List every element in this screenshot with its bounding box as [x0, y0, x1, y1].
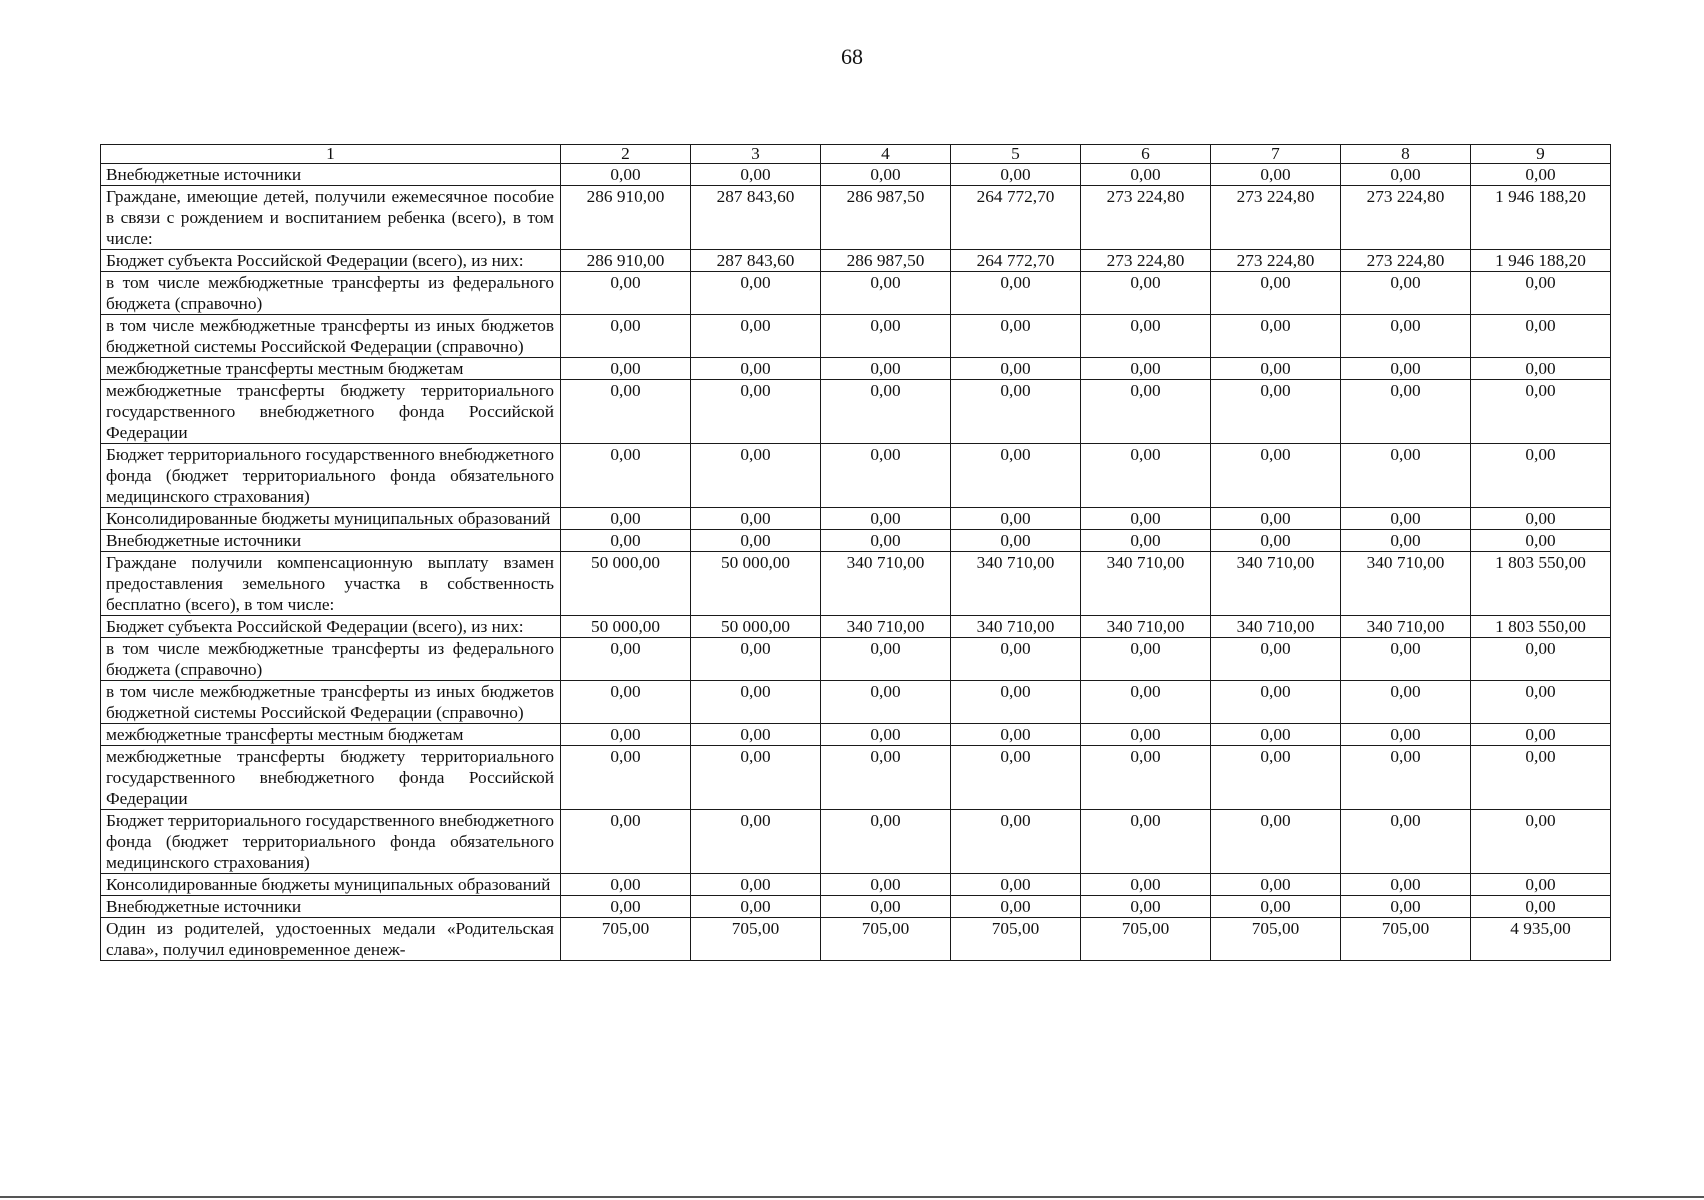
value-cell: 0,00 [1211, 444, 1341, 508]
row-label: Бюджет субъекта Российской Федерации (всего), из них: [101, 250, 561, 272]
value-cell: 0,00 [1471, 724, 1611, 746]
value-cell: 0,00 [1341, 746, 1471, 810]
value-cell: 0,00 [1081, 874, 1211, 896]
value-cell: 0,00 [691, 810, 821, 874]
table-row [101, 810, 1611, 874]
value-cell: 50 000,00 [561, 616, 691, 638]
value-cell: 0,00 [691, 874, 821, 896]
value-cell: 0,00 [1341, 896, 1471, 918]
value-cell: 0,00 [1081, 681, 1211, 724]
value-cell: 0,00 [1341, 444, 1471, 508]
value-cell: 340 710,00 [951, 616, 1081, 638]
table-row [101, 508, 1611, 530]
value-cell: 0,00 [1081, 315, 1211, 358]
column-number: 8 [1341, 145, 1471, 164]
row-label: межбюджетные трансферты бюджету территориального государственного внебюджетного фонда Российской Федерации [101, 380, 561, 444]
table-row [101, 896, 1611, 918]
value-cell: 0,00 [691, 530, 821, 552]
row-label: Внебюджетные источники [101, 530, 561, 552]
value-cell: 0,00 [561, 638, 691, 681]
value-cell: 286 910,00 [561, 186, 691, 250]
value-cell: 0,00 [1471, 272, 1611, 315]
value-cell: 0,00 [1211, 896, 1341, 918]
value-cell: 0,00 [1471, 530, 1611, 552]
column-number: 2 [561, 145, 691, 164]
value-cell: 0,00 [951, 444, 1081, 508]
value-cell: 0,00 [1341, 810, 1471, 874]
value-cell: 0,00 [951, 272, 1081, 315]
value-cell: 0,00 [1341, 272, 1471, 315]
value-cell: 0,00 [1081, 444, 1211, 508]
value-cell: 340 710,00 [951, 552, 1081, 616]
value-cell: 0,00 [821, 874, 951, 896]
value-cell: 0,00 [1211, 272, 1341, 315]
value-cell: 0,00 [951, 164, 1081, 186]
value-cell: 0,00 [1471, 444, 1611, 508]
value-cell: 340 710,00 [821, 552, 951, 616]
value-cell: 0,00 [1341, 638, 1471, 681]
value-cell: 340 710,00 [1211, 616, 1341, 638]
table-row [101, 250, 1611, 272]
value-cell: 705,00 [1211, 918, 1341, 961]
value-cell: 705,00 [951, 918, 1081, 961]
table-row [101, 380, 1611, 444]
value-cell: 340 710,00 [1211, 552, 1341, 616]
value-cell: 0,00 [1471, 746, 1611, 810]
value-cell: 0,00 [821, 380, 951, 444]
value-cell: 0,00 [1471, 358, 1611, 380]
value-cell: 340 710,00 [1081, 552, 1211, 616]
value-cell: 0,00 [561, 810, 691, 874]
value-cell: 340 710,00 [1341, 616, 1471, 638]
value-cell: 0,00 [691, 444, 821, 508]
value-cell: 0,00 [1211, 681, 1341, 724]
row-label: Бюджет территориального государственного внебюджетного фонда (бюджет территориального фонда обязательного медицинского страхования) [101, 810, 561, 874]
value-cell: 0,00 [951, 530, 1081, 552]
table-row [101, 681, 1611, 724]
value-cell: 0,00 [1341, 724, 1471, 746]
value-cell: 0,00 [821, 164, 951, 186]
value-cell: 0,00 [561, 164, 691, 186]
value-cell: 0,00 [691, 272, 821, 315]
value-cell: 0,00 [691, 315, 821, 358]
value-cell: 0,00 [951, 810, 1081, 874]
value-cell: 705,00 [821, 918, 951, 961]
value-cell: 0,00 [1081, 380, 1211, 444]
row-label: Один из родителей, удостоенных медали «Родительская слава», получил единовременное денеж- [101, 918, 561, 961]
value-cell: 340 710,00 [1341, 552, 1471, 616]
value-cell: 0,00 [1471, 315, 1611, 358]
value-cell: 0,00 [821, 896, 951, 918]
table-row [101, 164, 1611, 186]
row-label: Граждане, имеющие детей, получили ежемесячное пособие в связи с рождением и воспитанием ребенка (всего), в том числе: [101, 186, 561, 250]
value-cell: 0,00 [1081, 358, 1211, 380]
value-cell: 0,00 [1341, 380, 1471, 444]
value-cell: 0,00 [1211, 164, 1341, 186]
value-cell: 0,00 [691, 508, 821, 530]
value-cell: 0,00 [1211, 380, 1341, 444]
value-cell: 0,00 [951, 380, 1081, 444]
value-cell: 286 910,00 [561, 250, 691, 272]
table-row [101, 874, 1611, 896]
value-cell: 0,00 [1341, 164, 1471, 186]
row-label: Граждане получили компенсационную выплату взамен предоставления земельного участка в собственность бесплатно (всего), в том числе: [101, 552, 561, 616]
table-row [101, 444, 1611, 508]
value-cell: 273 224,80 [1341, 186, 1471, 250]
value-cell: 0,00 [561, 315, 691, 358]
value-cell: 0,00 [561, 530, 691, 552]
value-cell: 273 224,80 [1211, 250, 1341, 272]
value-cell: 287 843,60 [691, 250, 821, 272]
value-cell: 50 000,00 [561, 552, 691, 616]
table-row [101, 724, 1611, 746]
value-cell: 0,00 [1081, 638, 1211, 681]
column-number: 9 [1471, 145, 1611, 164]
value-cell: 0,00 [1471, 164, 1611, 186]
value-cell: 0,00 [821, 444, 951, 508]
value-cell: 1 946 188,20 [1471, 250, 1611, 272]
value-cell: 50 000,00 [691, 552, 821, 616]
value-cell: 0,00 [1211, 508, 1341, 530]
value-cell: 0,00 [1471, 638, 1611, 681]
value-cell: 0,00 [1081, 530, 1211, 552]
bottom-rule [0, 1196, 1704, 1198]
value-cell: 0,00 [821, 272, 951, 315]
column-number: 7 [1211, 145, 1341, 164]
table-row [101, 616, 1611, 638]
value-cell: 0,00 [951, 724, 1081, 746]
table-row [101, 530, 1611, 552]
table-row [101, 358, 1611, 380]
table-row [101, 638, 1611, 681]
column-number: 3 [691, 145, 821, 164]
value-cell: 273 224,80 [1081, 250, 1211, 272]
value-cell: 340 710,00 [1081, 616, 1211, 638]
value-cell: 0,00 [691, 724, 821, 746]
row-label: в том числе межбюджетные трансферты из иных бюджетов бюджетной системы Российской Федерации (справочно) [101, 681, 561, 724]
value-cell: 0,00 [821, 315, 951, 358]
value-cell: 705,00 [691, 918, 821, 961]
value-cell: 0,00 [561, 874, 691, 896]
table-row [101, 272, 1611, 315]
value-cell: 273 224,80 [1211, 186, 1341, 250]
value-cell: 0,00 [821, 358, 951, 380]
value-cell: 0,00 [951, 896, 1081, 918]
value-cell: 0,00 [1341, 530, 1471, 552]
value-cell: 0,00 [951, 315, 1081, 358]
value-cell: 286 987,50 [821, 250, 951, 272]
value-cell: 0,00 [561, 746, 691, 810]
value-cell: 264 772,70 [951, 186, 1081, 250]
row-label: межбюджетные трансферты местным бюджетам [101, 724, 561, 746]
value-cell: 705,00 [1081, 918, 1211, 961]
value-cell: 0,00 [1081, 164, 1211, 186]
value-cell: 0,00 [1341, 874, 1471, 896]
value-cell: 0,00 [821, 746, 951, 810]
value-cell: 0,00 [1211, 874, 1341, 896]
table-row [101, 552, 1611, 616]
value-cell: 0,00 [1081, 724, 1211, 746]
value-cell: 0,00 [561, 380, 691, 444]
value-cell: 0,00 [561, 272, 691, 315]
value-cell: 0,00 [1081, 746, 1211, 810]
value-cell: 286 987,50 [821, 186, 951, 250]
value-cell: 1 803 550,00 [1471, 616, 1611, 638]
value-cell: 0,00 [951, 508, 1081, 530]
value-cell: 4 935,00 [1471, 918, 1611, 961]
value-cell: 0,00 [1341, 358, 1471, 380]
value-cell: 0,00 [561, 681, 691, 724]
value-cell: 340 710,00 [821, 616, 951, 638]
value-cell: 0,00 [821, 724, 951, 746]
value-cell: 0,00 [691, 746, 821, 810]
value-cell: 0,00 [1211, 810, 1341, 874]
value-cell: 0,00 [1341, 681, 1471, 724]
value-cell: 0,00 [1211, 746, 1341, 810]
row-label: Консолидированные бюджеты муниципальных образований [101, 508, 561, 530]
row-label: в том числе межбюджетные трансферты из иных бюджетов бюджетной системы Российской Федерации (справочно) [101, 315, 561, 358]
value-cell: 50 000,00 [691, 616, 821, 638]
value-cell: 0,00 [1081, 508, 1211, 530]
value-cell: 0,00 [951, 638, 1081, 681]
value-cell: 0,00 [691, 681, 821, 724]
value-cell: 0,00 [951, 358, 1081, 380]
column-number-row [101, 145, 1611, 164]
value-cell: 0,00 [951, 681, 1081, 724]
value-cell: 0,00 [821, 508, 951, 530]
table-row [101, 315, 1611, 358]
value-cell: 0,00 [561, 358, 691, 380]
value-cell: 0,00 [691, 896, 821, 918]
value-cell: 0,00 [821, 681, 951, 724]
value-cell: 0,00 [1471, 380, 1611, 444]
row-label: Бюджет территориального государственного внебюджетного фонда (бюджет территориального фонда обязательного медицинского страхования) [101, 444, 561, 508]
value-cell: 273 224,80 [1081, 186, 1211, 250]
column-number: 1 [101, 145, 561, 164]
value-cell: 0,00 [1081, 896, 1211, 918]
value-cell: 0,00 [821, 530, 951, 552]
value-cell: 0,00 [691, 164, 821, 186]
value-cell: 0,00 [1471, 874, 1611, 896]
value-cell: 705,00 [1341, 918, 1471, 961]
value-cell: 0,00 [1471, 508, 1611, 530]
value-cell: 287 843,60 [691, 186, 821, 250]
value-cell: 0,00 [1211, 530, 1341, 552]
row-label: Внебюджетные источники [101, 164, 561, 186]
value-cell: 0,00 [1081, 810, 1211, 874]
value-cell: 0,00 [561, 444, 691, 508]
page-number: 68 [841, 44, 863, 69]
row-label: в том числе межбюджетные трансферты из федерального бюджета (справочно) [101, 272, 561, 315]
value-cell: 1 946 188,20 [1471, 186, 1611, 250]
table-row [101, 186, 1611, 250]
row-label: в том числе межбюджетные трансферты из федерального бюджета (справочно) [101, 638, 561, 681]
value-cell: 1 803 550,00 [1471, 552, 1611, 616]
column-number: 6 [1081, 145, 1211, 164]
row-label: Внебюджетные источники [101, 896, 561, 918]
value-cell: 0,00 [1211, 358, 1341, 380]
value-cell: 0,00 [1471, 810, 1611, 874]
column-number: 4 [821, 145, 951, 164]
value-cell: 0,00 [1211, 638, 1341, 681]
value-cell: 705,00 [561, 918, 691, 961]
value-cell: 0,00 [691, 358, 821, 380]
value-cell: 0,00 [1211, 315, 1341, 358]
value-cell: 0,00 [1341, 508, 1471, 530]
table-row [101, 918, 1611, 961]
value-cell: 0,00 [1471, 896, 1611, 918]
row-label: Бюджет субъекта Российской Федерации (всего), из них: [101, 616, 561, 638]
value-cell: 0,00 [821, 638, 951, 681]
value-cell: 0,00 [1211, 724, 1341, 746]
value-cell: 0,00 [1341, 315, 1471, 358]
value-cell: 0,00 [1081, 272, 1211, 315]
value-cell: 0,00 [821, 810, 951, 874]
value-cell: 0,00 [561, 508, 691, 530]
row-label: межбюджетные трансферты местным бюджетам [101, 358, 561, 380]
value-cell: 0,00 [1471, 681, 1611, 724]
value-cell: 0,00 [561, 896, 691, 918]
value-cell: 0,00 [561, 724, 691, 746]
budget-table [100, 144, 1611, 961]
value-cell: 264 772,70 [951, 250, 1081, 272]
table-row [101, 746, 1611, 810]
value-cell: 273 224,80 [1341, 250, 1471, 272]
row-label: Консолидированные бюджеты муниципальных образований [101, 874, 561, 896]
column-number: 5 [951, 145, 1081, 164]
value-cell: 0,00 [951, 746, 1081, 810]
value-cell: 0,00 [691, 638, 821, 681]
value-cell: 0,00 [691, 380, 821, 444]
row-label: межбюджетные трансферты бюджету территориального государственного внебюджетного фонда Российской Федерации [101, 746, 561, 810]
value-cell: 0,00 [951, 874, 1081, 896]
